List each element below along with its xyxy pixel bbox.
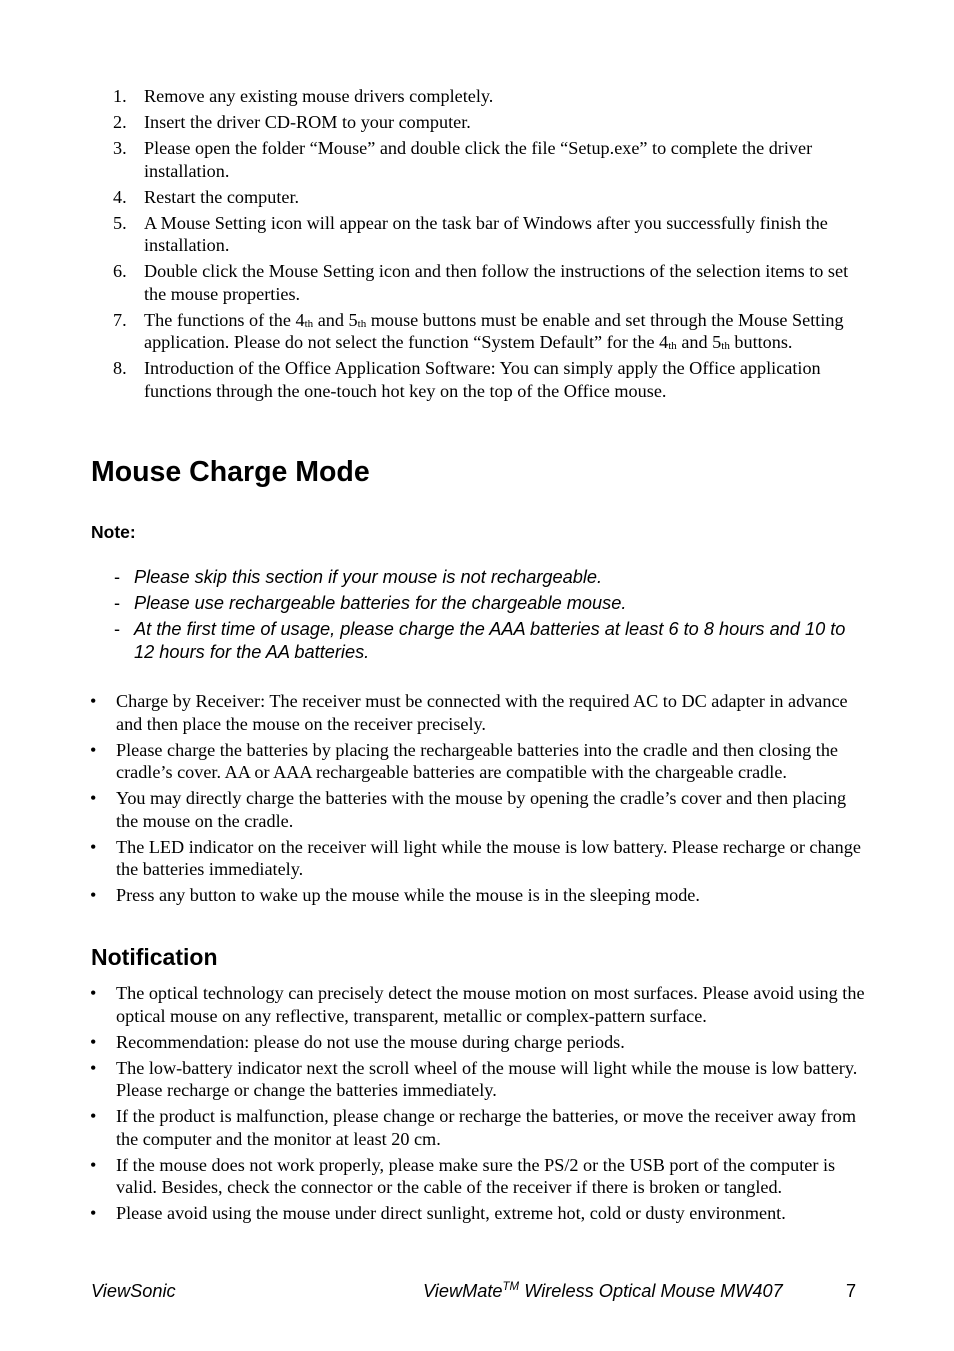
list-item	[88, 1154, 870, 1199]
bullet-text: If the mouse does not work properly, please make sure the PS/2 or the USB port of the computer is valid. Besides, check the connector or the cable of the receiver if there is broken or tangled.	[116, 1154, 836, 1198]
list-item	[110, 357, 870, 402]
list-item	[110, 137, 870, 182]
bullet-text: Press any button to wake up the mouse while the mouse is in the sleeping mode.	[116, 885, 700, 906]
step-number: 6.	[113, 261, 127, 282]
note-text: At the first time of usage, please charge the AAA batteries at least 6 to 8 hours and 10 to 12 hours for the AA batteries.	[134, 618, 846, 662]
bullet-text: You may directly charge the batteries with the mouse by opening the cradle’s cover and then placing the mouse on the cradle.	[116, 788, 847, 831]
step-text: A Mouse Setting icon will appear on the task bar of Windows after you successfully finish the installation.	[144, 212, 828, 256]
bullet-text: Please charge the batteries by placing the rechargeable batteries into the cradle and then closing the cradle’s cover. AA or AAA rechargeable batteries are compatible with the chargeable cradle.	[116, 739, 838, 783]
note-label: Note:	[91, 522, 136, 542]
bullet-icon: •	[90, 1057, 97, 1078]
bullet-icon: •	[90, 1106, 97, 1127]
list-item	[88, 1057, 870, 1102]
bullet-text: The LED indicator on the receiver will light while the mouse is low battery. Please recharge or change the batteries immediately.	[116, 836, 861, 880]
step-text: Remove any existing mouse drivers completely.	[144, 86, 494, 106]
bullet-icon: •	[90, 1031, 97, 1052]
footer-product-title	[423, 1279, 783, 1303]
dash-marker: -	[114, 618, 121, 639]
section-heading-charge-mode: Mouse Charge Mode	[91, 456, 370, 488]
bullet-icon: •	[90, 691, 97, 711]
step-number: 3.	[113, 137, 127, 158]
step-text-part: mouse buttons must be enable and set through the Mouse Setting application. Please do not select the function “System Default” for the 4	[144, 309, 844, 353]
footer-brand: ViewSonic	[91, 1281, 176, 1301]
list-item	[88, 787, 870, 832]
list-item	[88, 836, 870, 881]
bullet-text: Recommendation: please do not use the mouse during charge periods.	[116, 1031, 625, 1052]
step-number: 7.	[113, 309, 127, 330]
ordinal-suffix: th	[357, 317, 367, 330]
page-number: 7	[846, 1281, 857, 1301]
step-text: Restart the computer.	[144, 186, 300, 207]
list-item	[110, 618, 870, 663]
note-text: Please skip this section if your mouse is not rechargeable.	[134, 567, 603, 587]
bullet-icon: •	[90, 788, 97, 809]
list-item	[88, 1105, 870, 1150]
bullet-text: Charge by Receiver: The receiver must be connected with the required AC to DC adapter in advance and then place the mouse on the receiver precisely.	[116, 691, 848, 734]
charge-instructions-list	[88, 690, 870, 910]
bullet-text: Please avoid using the mouse under direct sunlight, extreme hot, cold or dusty environment.	[116, 1203, 786, 1224]
step-number: 8.	[113, 358, 127, 379]
list-item	[110, 186, 870, 209]
bullet-icon: •	[90, 739, 97, 760]
bullet-icon: •	[90, 1154, 97, 1175]
bullet-text: The low-battery indicator next the scroll wheel of the mouse will light while the mouse is low battery. Please recharge or change the batteries immediately.	[116, 1057, 858, 1101]
step-text-part: buttons.	[729, 332, 793, 353]
list-item	[110, 260, 870, 305]
step-number: 1.	[113, 86, 127, 106]
step-text: Introduction of the Office Application Software: You can simply apply the Office application functions through the one-touch hot key on the top of the Office mouse.	[144, 358, 821, 401]
list-item	[88, 1202, 870, 1225]
list-item	[88, 884, 870, 907]
bullet-text: If the product is malfunction, please change or recharge the batteries, or move the receiver away from the computer and the monitor at least 20 cm.	[116, 1106, 856, 1149]
bullet-icon: •	[90, 836, 97, 857]
step-number: 4.	[113, 186, 127, 207]
ordinal-suffix: th	[668, 340, 677, 353]
ordinal-suffix: th	[721, 340, 730, 353]
dash-marker: -	[114, 567, 121, 587]
dash-marker: -	[114, 592, 121, 613]
list-item	[88, 1031, 870, 1054]
product-model: Wireless Optical Mouse MW407	[519, 1281, 783, 1301]
product-name: ViewMate	[423, 1281, 503, 1301]
step-number: 2.	[113, 111, 127, 132]
list-item	[110, 212, 870, 257]
note-list	[110, 566, 870, 667]
list-item	[110, 566, 870, 589]
section-heading-notification: Notification	[91, 944, 218, 970]
note-text: Please use rechargeable batteries for the chargeable mouse.	[134, 592, 627, 613]
step-text: Please open the folder “Mouse” and double click the file “Setup.exe” to complete the driver installation.	[144, 137, 813, 181]
list-item	[110, 85, 870, 108]
list-item	[88, 739, 870, 784]
driver-install-steps	[110, 85, 870, 406]
notification-list	[88, 982, 870, 1228]
step-number: 5.	[113, 212, 127, 233]
bullet-icon: •	[90, 885, 97, 906]
step-text-part: and 5	[313, 309, 358, 330]
step-text	[144, 310, 844, 353]
bullet-icon: •	[90, 983, 97, 1003]
ordinal-suffix: th	[304, 317, 314, 330]
bullet-text: The optical technology can precisely detect the mouse motion on most surfaces. Please avoid using the optical mouse on any reflective, transparent, metallic or complex-pattern surface.	[116, 983, 865, 1026]
step-text: Insert the driver CD-ROM to your computer.	[144, 111, 471, 132]
list-item	[88, 982, 870, 1027]
step-text: Double click the Mouse Setting icon and then follow the instructions of the selection items to set the mouse properties.	[144, 261, 849, 304]
list-item	[110, 592, 870, 615]
list-item	[110, 111, 870, 134]
trademark-mark: TM	[502, 1281, 520, 1293]
step-text-part: The functions of the 4	[144, 309, 305, 330]
list-item	[88, 690, 870, 735]
list-item	[110, 309, 870, 354]
bullet-icon: •	[90, 1203, 97, 1224]
step-text-part: and 5	[676, 332, 722, 353]
